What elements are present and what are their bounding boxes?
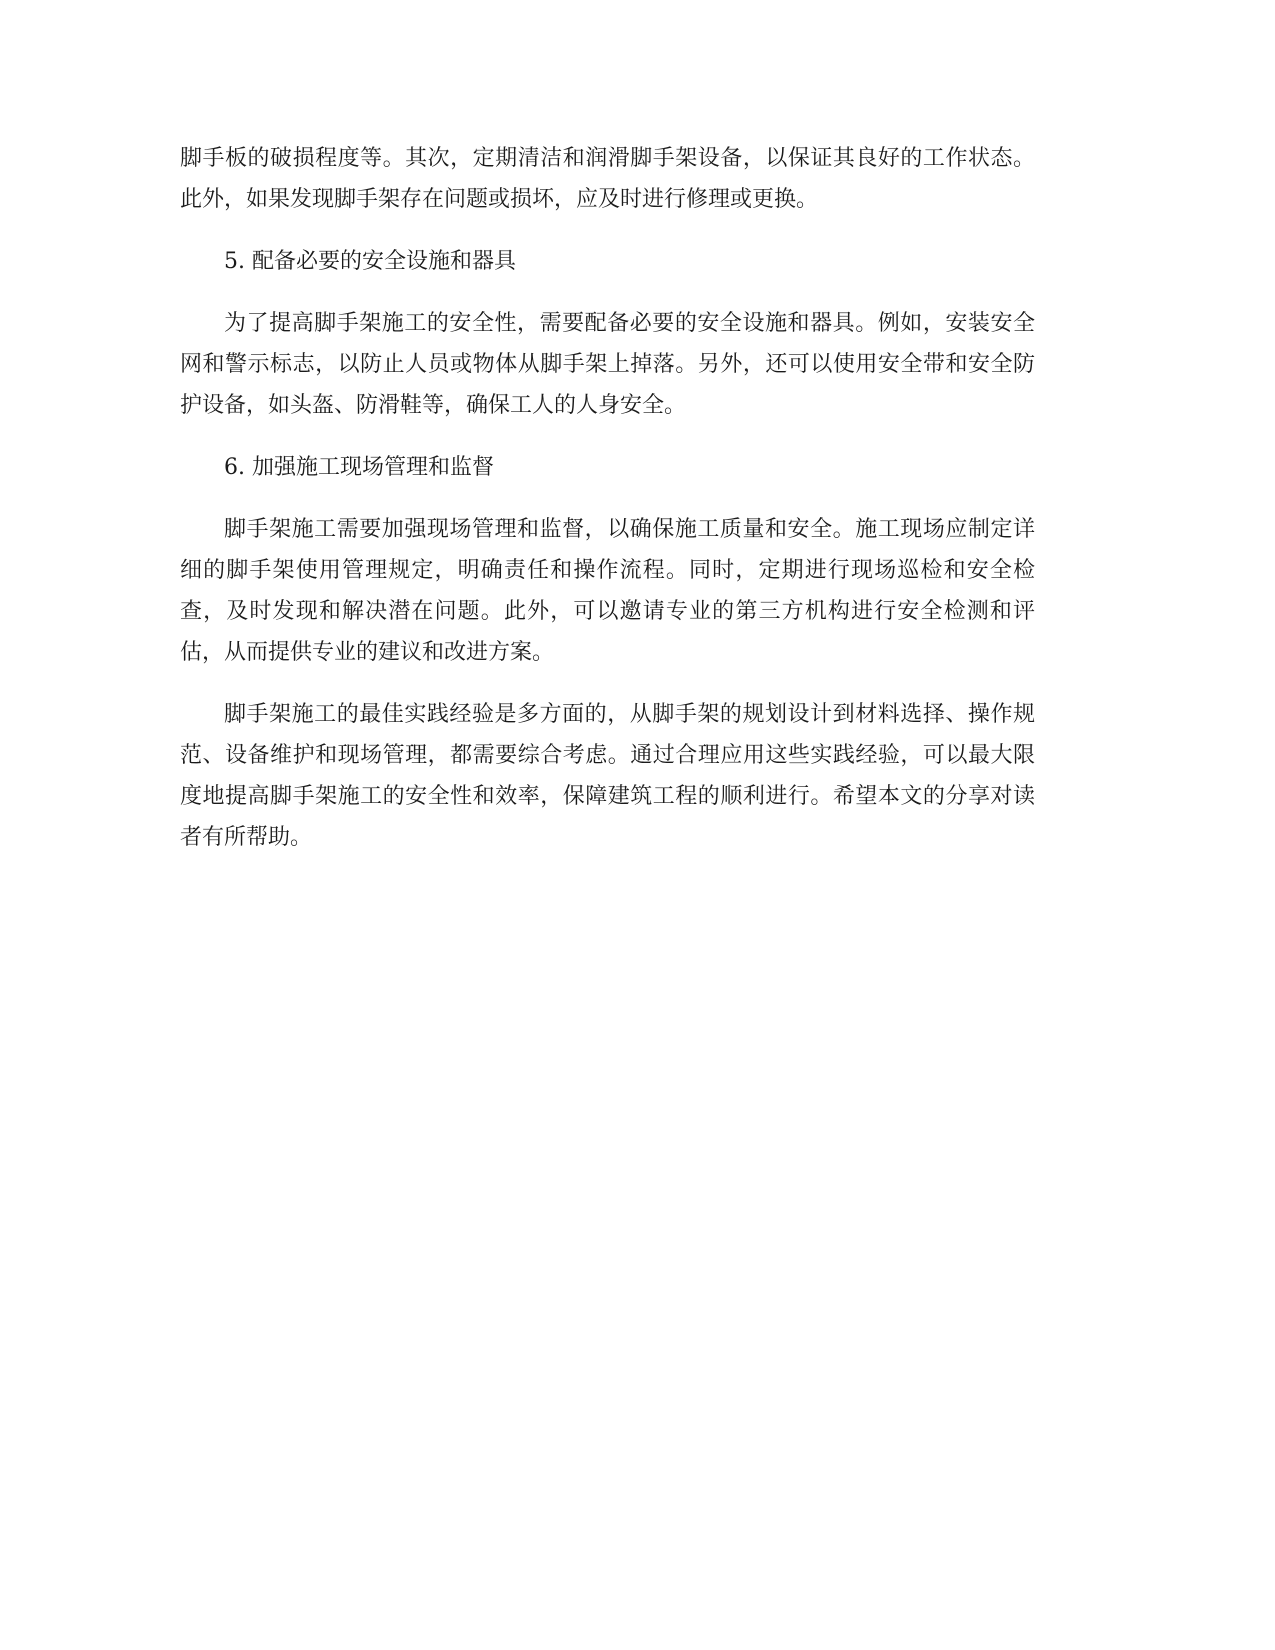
section-heading-5: 5. 配备必要的安全设施和器具 <box>224 249 516 274</box>
paragraph-site-management: 脚手架施工需要加强现场管理和监督，以确保施工质量和安全。施工现场应制定详细的脚手架使用管理规定，明确责任和操作流程。同时，定期进行现场巡检和安全检查，及时发现和解决潜在问题。此外，可以邀请专业的第三方机构进行安全检测和评估，从而提供专业的建议和改进方案。 <box>180 517 1035 665</box>
document-body <box>180 138 1035 879</box>
paragraph-continuation: 脚手板的破损程度等。其次，定期清洁和润滑脚手架设备，以保证其良好的工作状态。此外，如果发现脚手架存在问题或损坏，应及时进行修理或更换。 <box>180 146 1035 212</box>
paragraph-conclusion: 脚手架施工的最佳实践经验是多方面的，从脚手架的规划设计到材料选择、操作规范、设备维护和现场管理，都需要综合考虑。通过合理应用这些实践经验，可以最大限度地提高脚手架施工的安全性和效率，保障建筑工程的顺利进行。希望本文的分享对读者有所帮助。 <box>180 702 1035 850</box>
section-heading-6: 6. 加强施工现场管理和监督 <box>224 455 494 480</box>
paragraph-safety-equipment: 为了提高脚手架施工的安全性，需要配备必要的安全设施和器具。例如，安装安全网和警示标志，以防止人员或物体从脚手架上掉落。另外，还可以使用安全带和安全防护设备，如头盔、防滑鞋等，确保工人的人身安全。 <box>180 311 1035 418</box>
